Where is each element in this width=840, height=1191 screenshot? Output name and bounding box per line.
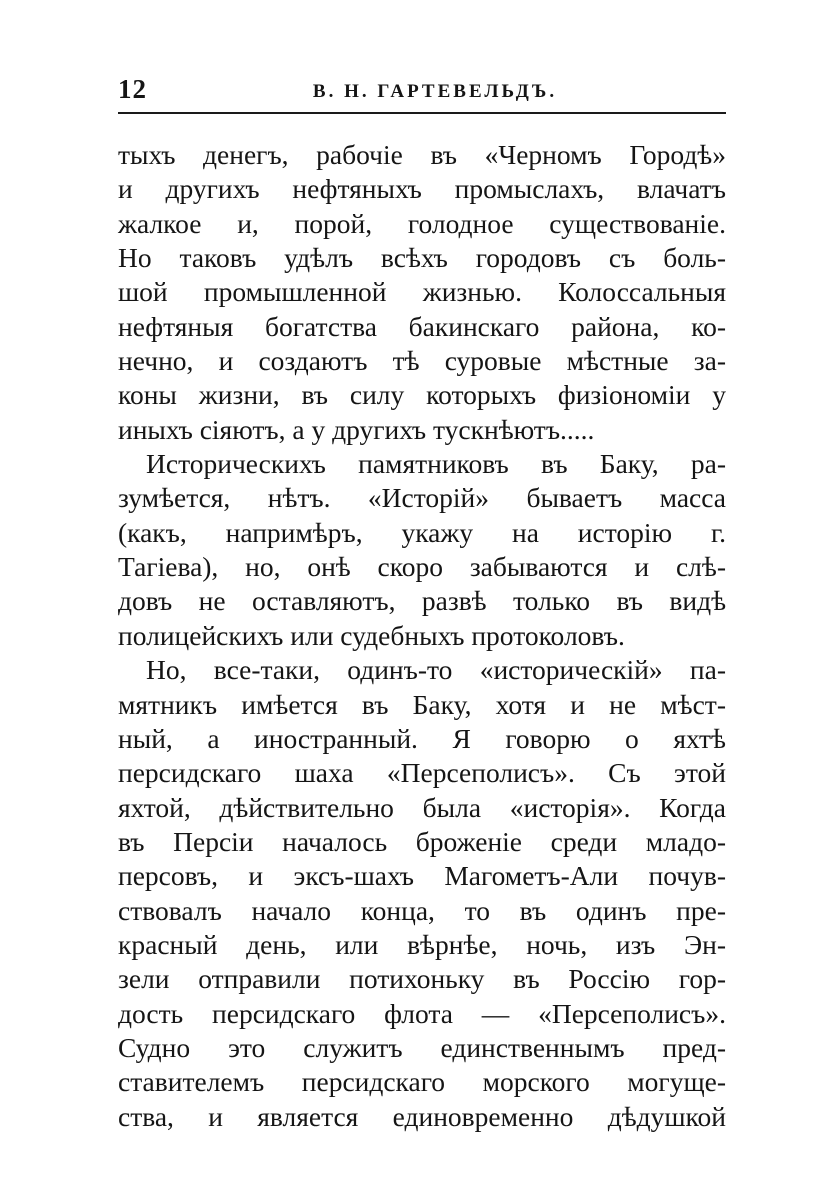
text-line: зумѣется, нѣтъ. «Исторій» бываетъ масса <box>118 482 726 514</box>
header-rule <box>118 112 726 114</box>
text-line: нефтяныя богатства бакинскаго района, ко- <box>118 310 726 342</box>
text-line: нечно, и создаютъ тѣ суровые мѣстные за- <box>118 345 726 377</box>
text-line: Но таковъ удѣлъ всѣхъ городовъ съ боль- <box>118 242 726 274</box>
text-line: ствовалъ начало конца, то въ одинъ пре- <box>118 894 726 926</box>
text-line: (какъ, напримѣръ, укажу на исторію г. <box>118 516 726 548</box>
text-line: красный день, или вѣрнѣе, ночь, изъ Эн- <box>118 928 726 960</box>
text-line: въ Персіи началось броженіе среди младо- <box>118 825 726 857</box>
text-line: жалкое и, порой, голодное существованіе. <box>118 207 726 239</box>
text-line: полицейскихъ или судебныхъ протоколовъ. <box>118 619 625 651</box>
text-line: шой промышленной жизнью. Колоссальныя <box>118 276 726 308</box>
text-line: иныхъ сіяютъ, а у другихъ тускнѣютъ..... <box>118 413 595 445</box>
body-text <box>118 138 726 1134</box>
text-line: ства, и является единовременно дѣдушкой <box>118 1100 726 1132</box>
text-line: Судно это служитъ единственнымъ пред- <box>118 1031 726 1063</box>
page-header <box>118 74 726 108</box>
text-line: коны жизни, въ силу которыхъ физіономіи у <box>118 379 726 411</box>
text-line: и другихъ нефтяныхъ промыслахъ, влачатъ <box>118 173 726 205</box>
text-line: Тагіева), но, онѣ скоро забываются и слѣ- <box>118 551 726 583</box>
page-number: 12 <box>118 74 147 104</box>
text-line: ный, а иностранный. Я говорю о яхтѣ <box>118 722 726 754</box>
text-line: персовъ, и эксъ-шахъ Магометъ-Али почув- <box>118 860 726 892</box>
running-title: В. Н. ГАРТЕВЕЛЬДЪ. <box>312 81 558 102</box>
text-line: Историческихъ памятниковъ въ Баку, ра- <box>146 448 726 480</box>
text-line: Но, все-таки, одинъ-то «историческій» па- <box>146 654 726 686</box>
text-line: ставителемъ персидскаго морского могуще- <box>118 1066 726 1098</box>
text-line: тыхъ денегъ, рабочіе въ «Черномъ Городѣ» <box>118 139 726 170</box>
text-line: довъ не оставляютъ, развѣ только въ видѣ <box>118 585 726 617</box>
text-line: зели отправили потихоньку въ Россію гор- <box>118 963 726 995</box>
text-line: дость персидскаго флота — «Персеполисъ». <box>118 997 726 1029</box>
text-line: мятникъ имѣется въ Баку, хотя и не мѣст- <box>118 688 726 720</box>
text-line: персидскаго шаха «Персеполисъ». Съ этой <box>118 757 726 789</box>
text-line: яхтой, дѣйствительно была «исторія». Когда <box>118 791 726 823</box>
